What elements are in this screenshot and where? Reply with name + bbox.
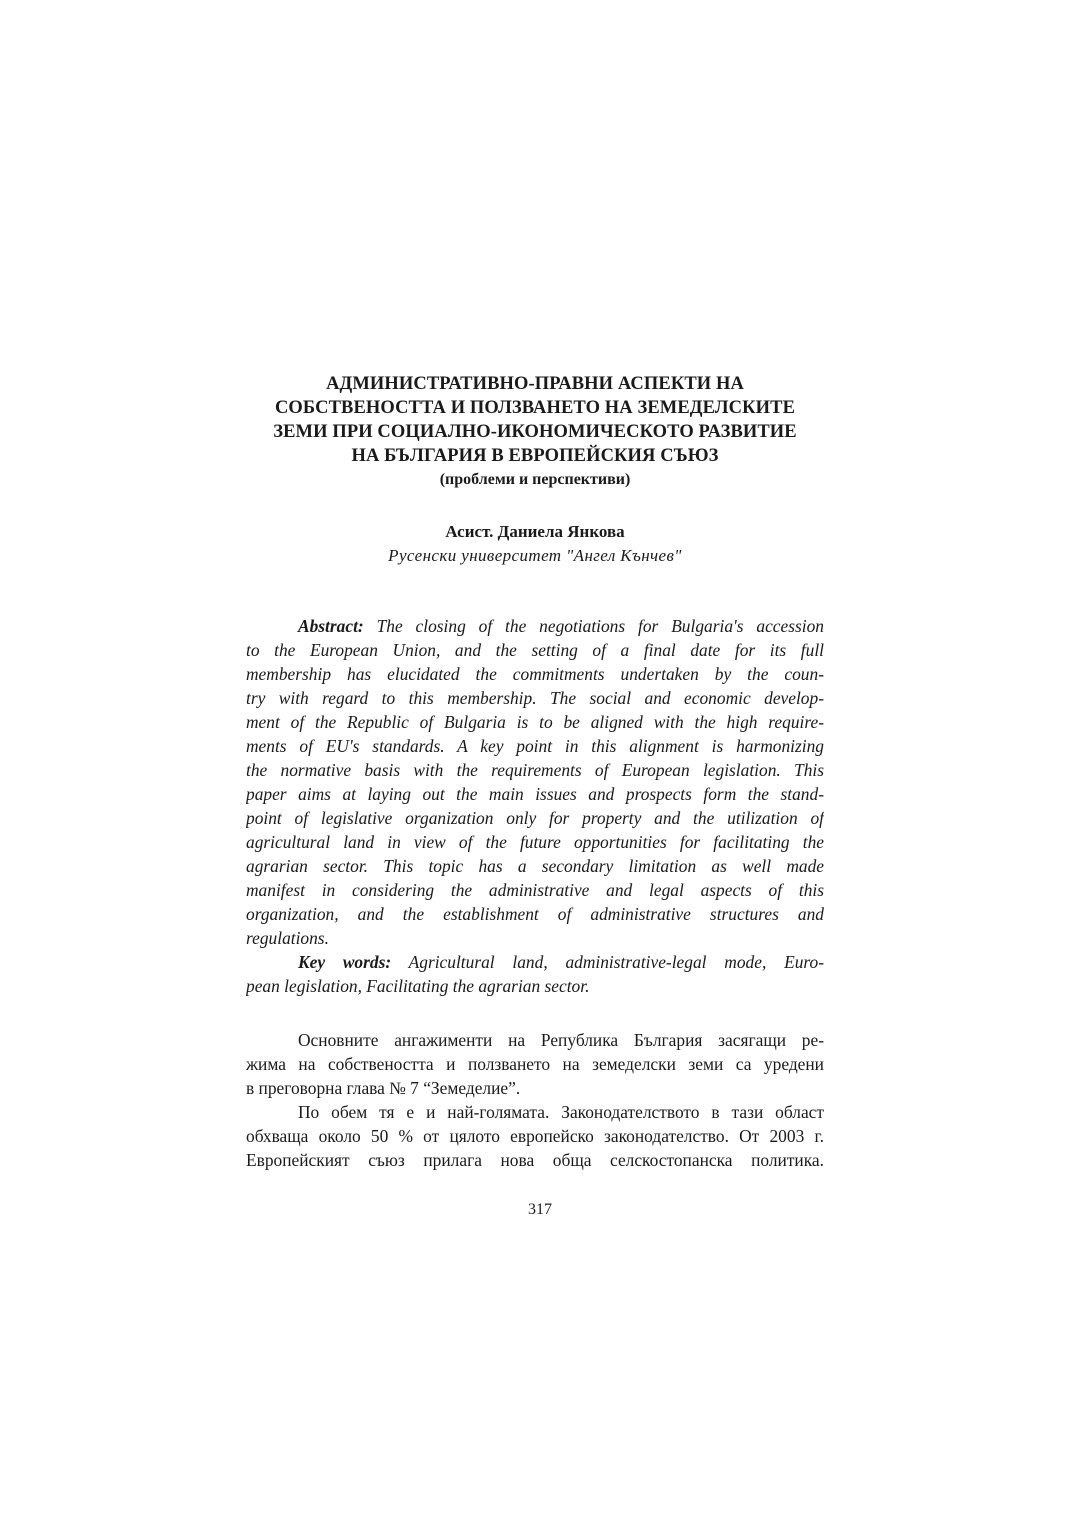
abstract-line: try with regard to this membership. The social and economic develop- bbox=[246, 688, 824, 708]
keywords-line: pean legislation, Facilitating the agrarian sector. bbox=[246, 976, 590, 996]
title-line: АДМИНИСТРАТИВНО-ПРАВНИ АСПЕКТИ НА bbox=[326, 374, 744, 394]
abstract-line: membership has elucidated the commitments undertaken by the coun- bbox=[246, 664, 824, 684]
abstract-label: Abstract: bbox=[298, 616, 364, 636]
abstract-line: manifest in considering the administrative and legal aspects of this bbox=[246, 880, 824, 900]
body-text bbox=[246, 1028, 824, 1172]
page-number: 317 bbox=[528, 1201, 552, 1218]
abstract-line: organization, and the establishment of administrative structures and bbox=[246, 904, 824, 924]
author-affiliation: Русенски университет "Ангел Кънчев" bbox=[388, 546, 682, 565]
paragraph-line: Основните ангажименти на Република България засягащи ре- bbox=[298, 1030, 824, 1050]
keywords-line bbox=[246, 950, 824, 974]
keywords-text: Agricultural land, administrative-legal mode, Euro- bbox=[391, 952, 824, 972]
paragraph-line: По обем тя е и най-голямата. Законодателството в тази област bbox=[298, 1102, 824, 1122]
abstract-line: regulations. bbox=[246, 928, 329, 948]
paragraph-line: жима на собствеността и ползването на земеделски земи са уредени bbox=[246, 1054, 824, 1074]
paragraph-line: в преговорна глава № 7 “Земеделие”. bbox=[246, 1078, 521, 1098]
article-title bbox=[246, 372, 824, 492]
abstract-line: to the European Union, and the setting of a final date for its full bbox=[246, 640, 824, 660]
abstract-line: paper aims at laying out the main issues and prospects form the stand- bbox=[246, 784, 824, 804]
title-line: СОБСТВЕНОСТТА И ПОЛЗВАНЕТО НА ЗЕМЕДЕЛСКИТЕ bbox=[274, 398, 796, 418]
article-subtitle: (проблеми и перспективи) bbox=[439, 471, 631, 488]
paragraph-line: обхваща около 50 % от цялото европейско законодателство. От 2003 г. bbox=[246, 1126, 824, 1146]
abstract bbox=[246, 614, 824, 998]
abstract-line: point of legislative organization only for property and the utilization of bbox=[246, 808, 824, 828]
abstract-line bbox=[246, 614, 824, 638]
abstract-text: The closing of the negotiations for Bulgaria's accession bbox=[363, 616, 824, 636]
title-line: ЗЕМИ ПРИ СОЦИАЛНО-ИКОНОМИЧЕСКОТО РАЗВИТИЕ bbox=[273, 422, 797, 442]
abstract-line: ment of the Republic of Bulgaria is to be aligned with the high require- bbox=[246, 712, 824, 732]
abstract-line: the normative basis with the requirements of European legislation. This bbox=[246, 760, 824, 780]
abstract-line: agricultural land in view of the future opportunities for facilitating the bbox=[246, 832, 824, 852]
keywords-label: Key words: bbox=[298, 952, 392, 972]
abstract-line: ments of EU's standards. A key point in this alignment is harmonizing bbox=[246, 736, 824, 756]
author-name: Асист. Даниела Янкова bbox=[445, 522, 625, 541]
author-block bbox=[246, 520, 824, 568]
paragraph-line: Европейският съюз прилага нова обща селскостопанска политика. bbox=[246, 1150, 824, 1170]
abstract-line: agrarian sector. This topic has a secondary limitation as well made bbox=[246, 856, 824, 876]
title-line: НА БЪЛГАРИЯ В ЕВРОПЕЙСКИЯ СЪЮЗ bbox=[351, 446, 719, 466]
article-page bbox=[246, 372, 824, 1172]
